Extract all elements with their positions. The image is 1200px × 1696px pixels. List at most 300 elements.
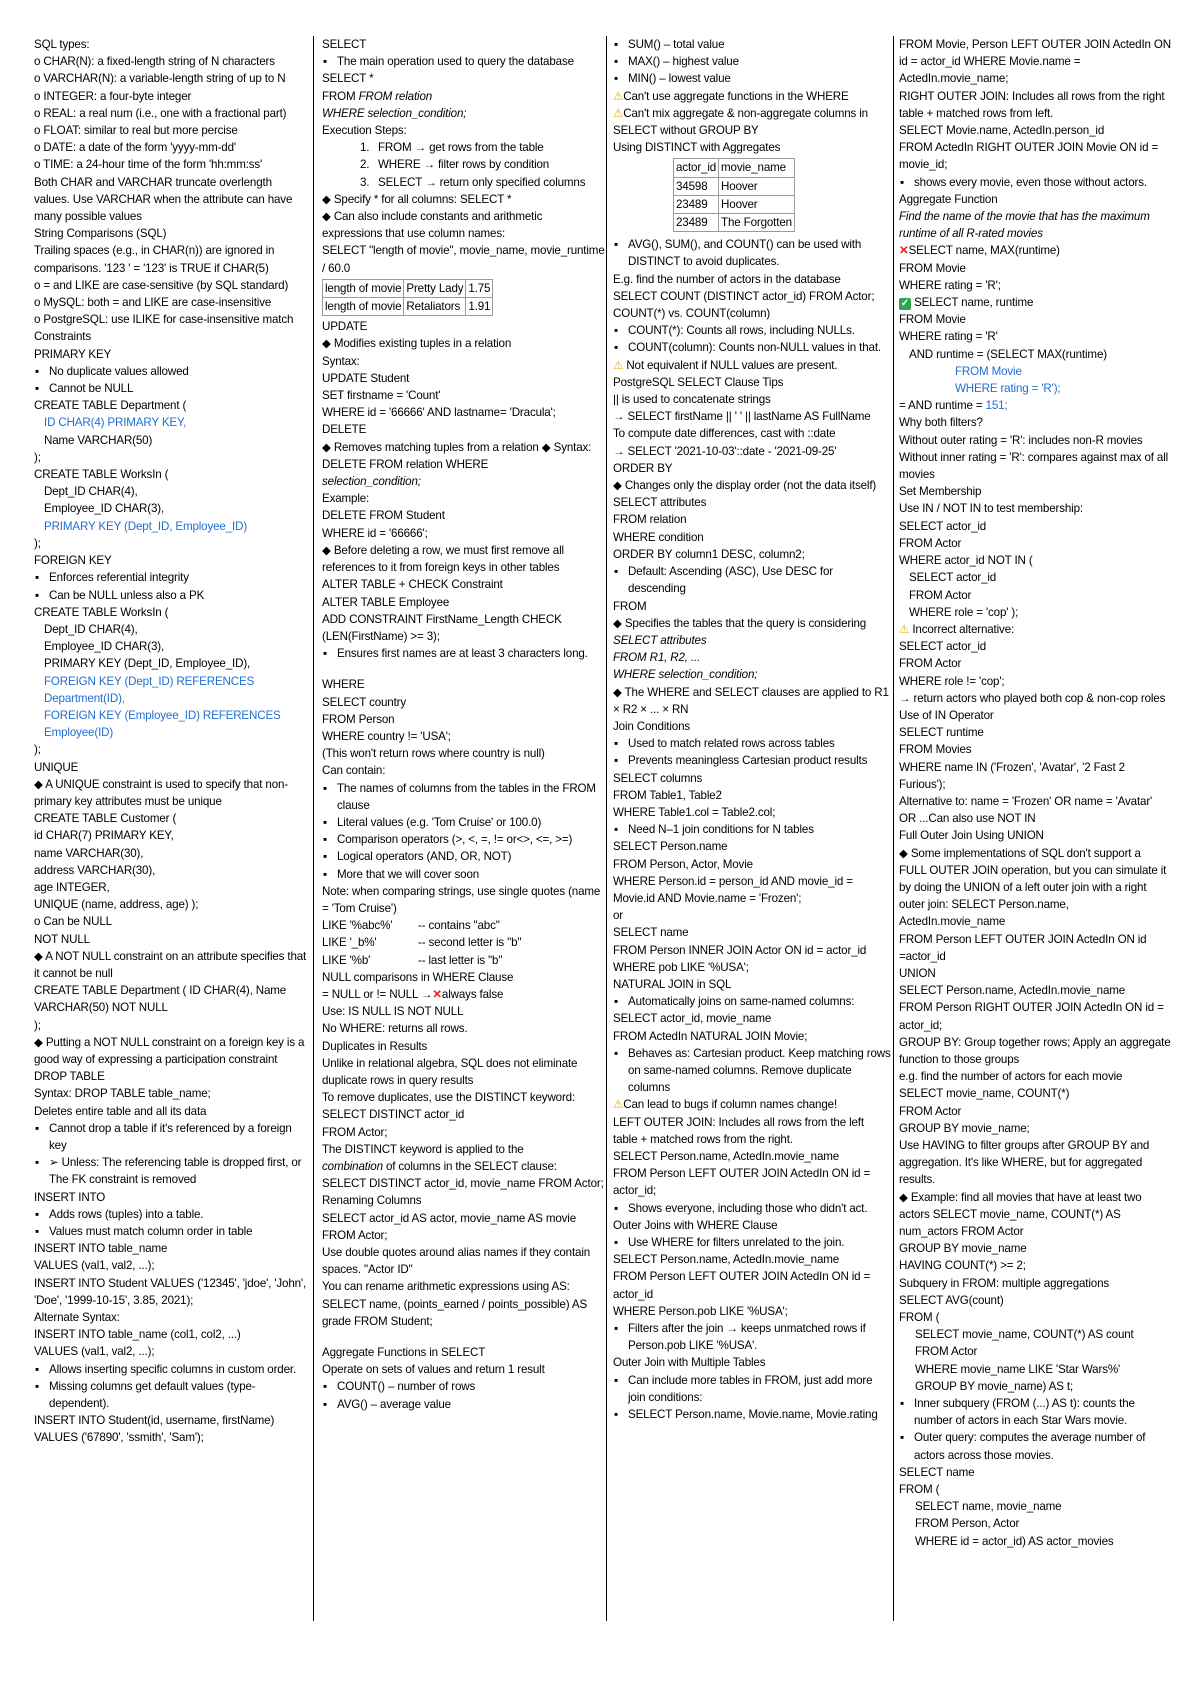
bullet-item: ▪ Inner subquery (FROM (...) AS t): counts the number of actors in each Star Wars movie. [899, 1395, 1171, 1429]
table-row [674, 195, 795, 213]
text-line: o MySQL: both = and LIKE are case-insensitive [34, 296, 272, 310]
table-cell: 23489 [674, 214, 719, 232]
code-line: SELECT runtime [899, 726, 984, 740]
code-line: Dept_ID CHAR(4), [44, 485, 138, 499]
bullet-item: ▪ Default: Ascending (ASC), Use DESC for descending [613, 563, 891, 597]
code-text: SELECT name, runtime [914, 296, 1034, 310]
code-line: FROM Person RIGHT OUTER JOIN ActedIn ON id = actor_id; [899, 1001, 1164, 1032]
warning-line [613, 88, 891, 105]
code-line [899, 242, 1171, 259]
text-line: o FLOAT: similar to real but more percise [34, 124, 238, 138]
bullet-item: ▪ Allows inserting specific columns in custom order. [34, 1361, 308, 1378]
code-line: UPDATE Student [322, 371, 410, 385]
table-cell: 23489 [674, 195, 719, 213]
code-line: WHERE Table1.col = Table2.col; [613, 805, 776, 819]
code-line: SELECT actor_id [909, 571, 997, 585]
warning-text: Not equivalent if NULL values are present. [626, 358, 838, 372]
code-line: SELECT actor_id [899, 519, 987, 533]
table-cell: Hoover [719, 195, 795, 213]
text-line: Why both filters? [899, 416, 983, 430]
table-cell: 1.91 [466, 298, 493, 316]
heading-from: FROM [613, 599, 647, 613]
code-line: SELECT columns [613, 771, 703, 785]
text-line: Both CHAR and VARCHAR truncate overlength values. Use VARCHAR when the attribute can have many possible values [34, 175, 293, 224]
heading-outer-join-multiple: Outer Join with Multiple Tables [613, 1356, 766, 1370]
code-line: SELECT DISTINCT actor_id, movie_name FROM Actor; [322, 1177, 604, 1191]
code-text: SELECT name, MAX(runtime) [908, 244, 1060, 258]
warning-text: Can't mix aggregate & non-aggregate columns in SELECT without GROUP BY [613, 106, 868, 138]
code-line: VALUES (val1, val2, ...); [34, 1259, 155, 1273]
code-line: SELECT attributes [613, 496, 707, 510]
numbered-item [322, 174, 605, 191]
heading-postgresql-tips: PostgreSQL SELECT Clause Tips [613, 375, 784, 389]
text-line: You can rename arithmetic expressions using AS: [322, 1280, 570, 1294]
code-line: FROM Person LEFT OUTER JOIN ActedIn ON id = actor_id; [613, 1167, 871, 1198]
bullet-item: ▪ The names of columns from the tables in the FROM clause [322, 780, 605, 814]
code-line: FROM Movie [899, 261, 966, 275]
bullet-item: ▪ More that we will cover soon [322, 866, 605, 883]
code-line: SELECT actor_id [899, 640, 987, 654]
text-line: o = and LIKE are case-sensitive (by SQL standard) [34, 278, 289, 292]
code-line: CREATE TABLE WorksIn ( [34, 605, 169, 619]
warning-line [613, 1096, 891, 1113]
heading-null-comparisons: NULL comparisons in WHERE Clause [322, 970, 514, 984]
code-line: Dept_ID CHAR(4), [44, 622, 138, 636]
text-line: ◆ A UNIQUE constraint is used to specify that non-primary key attributes must be unique [34, 777, 289, 808]
table-cell: Pretty Lady [404, 279, 466, 297]
text-line: Find the name of the movie that has the maximum runtime of all R-rated movies [899, 210, 1150, 241]
bullet-item: ▪ Values must match column order in table [34, 1223, 308, 1240]
code-line: FOREIGN KEY (Employee_ID) REFERENCES Employee(ID) [44, 708, 281, 740]
text-line: Note: when comparing strings, use single quotes (name = 'Tom Cruise') [322, 884, 601, 915]
code-line: WHERE rating = 'R'; [899, 278, 1001, 292]
heading-aggregate-function: Aggregate Function [899, 192, 998, 206]
text-line: ◆ Specifies the tables that the query is considering [613, 616, 867, 630]
warning-line [899, 621, 1171, 638]
code-line: SELECT movie_name, COUNT(*) [899, 1087, 1070, 1101]
text-line: Can contain: [322, 764, 386, 778]
heading-full-outer-join: Full Outer Join Using UNION [899, 829, 1044, 843]
text-line: Without outer rating = 'R': includes non-R movies [899, 433, 1143, 447]
code-line: PRIMARY KEY (Dept_ID, Employee_ID), [44, 657, 251, 671]
bullet-item: ▪ Filters after the join → keeps unmatched rows if Person.pob LIKE '%USA'. [613, 1320, 891, 1354]
heading-insert-into: INSERT INTO [34, 1190, 106, 1204]
heading-delete: DELETE [322, 423, 367, 437]
code-line: FROM Person INNER JOIN Actor ON id = actor_id WHERE pob LIKE '%USA'; [613, 943, 867, 974]
heading-unique: UNIQUE [34, 760, 79, 774]
code-line: WHERE selection_condition; [613, 668, 758, 682]
table-cell: 34598 [674, 177, 719, 195]
code-line: GROUP BY movie_name) AS t; [915, 1379, 1074, 1393]
code-line [899, 346, 1171, 363]
text-line: The DISTINCT keyword is applied to the [322, 1142, 524, 1156]
code-line: CREATE TABLE Department ( [34, 399, 187, 413]
code-line: WHERE condition [613, 530, 704, 544]
code-line: WHERE Person.pob LIKE '%USA'; [613, 1304, 788, 1318]
table-row [323, 279, 493, 297]
heading-renaming-columns: Renaming Columns [322, 1194, 422, 1208]
spacer [322, 1330, 605, 1344]
table-cell: length of movie [323, 279, 404, 297]
null-compare-result: always false [441, 987, 504, 1001]
code-line: INSERT INTO table_name [34, 1242, 168, 1256]
text-line: Syntax: DROP TABLE table_name; [34, 1087, 211, 1101]
checkmark-icon: ✓ [900, 298, 910, 310]
code-line: WHERE role = 'cop' ); [909, 605, 1019, 619]
column-2 [322, 36, 605, 1413]
bullet-item: ▪ Can be NULL unless also a PK [34, 587, 308, 604]
warning-line [613, 357, 891, 374]
text-line: ◆ The WHERE and SELECT clauses are applied to R1 × R2 × ... × RN [613, 685, 889, 716]
code-line: SELECT DISTINCT actor_id [322, 1108, 465, 1122]
italic-text: combination [322, 1160, 383, 1173]
table-cell: Retaliators [404, 298, 466, 316]
bullet-item: ▪ MAX() – highest value [613, 53, 891, 70]
code-line: FOREIGN KEY (Dept_ID) REFERENCES Department(ID), [44, 674, 255, 705]
code-line: FROM Actor; [322, 1125, 388, 1139]
code-line: FROM ActedIn NATURAL JOIN Movie; [613, 1029, 808, 1043]
text-line: Deletes entire table and all its data [34, 1104, 207, 1118]
heading-where: WHERE [322, 678, 365, 692]
code-line: SELECT * [322, 72, 374, 86]
code-line: SELECT actor_id AS actor, movie_name AS movie [322, 1211, 577, 1225]
code-line: ALTER TABLE Employee [322, 595, 450, 609]
code-line: → SELECT firstName || ' ' || lastName AS FullName [613, 410, 871, 424]
code-line: WHERE actor_id NOT IN ( [899, 554, 1033, 568]
bullet-item: ▪ ➢ Unless: The referencing table is dropped first, or The FK constraint is removed [34, 1154, 308, 1188]
code-line: INSERT INTO Student(id, username, firstName) [34, 1414, 275, 1428]
heading-order-by: ORDER BY [613, 461, 673, 475]
code-line: → SELECT '2021-10-03'::date - '2021-09-25' [613, 444, 837, 458]
code-line: ); [34, 1018, 41, 1032]
bullet-item: ▪ No duplicate values allowed [34, 363, 308, 380]
code-line: FROM Person, Actor [915, 1517, 1020, 1531]
code-line: FROM ActedIn RIGHT OUTER JOIN Movie ON id = movie_id; [899, 141, 1159, 172]
bullet-item: ▪ Prevents meaningless Cartesian product results [613, 752, 891, 769]
text-line: o TIME: a 24-hour time of the form 'hh:mm:ss' [34, 158, 263, 172]
heading-sql-types: SQL types: [34, 38, 90, 51]
text-line: o DATE: a date of the form 'yyyy-mm-dd' [34, 141, 236, 155]
code-line [899, 294, 1171, 311]
numbered-item [322, 139, 605, 156]
like-comment: -- contains "abc" [418, 919, 500, 933]
table-row [674, 177, 795, 195]
code-line: SELECT name [899, 1465, 975, 1479]
code-line: DELETE FROM relation WHERE [322, 457, 489, 471]
code-line: SELECT movie_name, COUNT(*) AS count [915, 1328, 1134, 1342]
bullet-item: ▪ SUM() – total value [613, 36, 891, 53]
code-line: age INTEGER, [34, 880, 110, 894]
code-line: WHERE selection_condition; [322, 106, 467, 120]
text-line: No WHERE: returns all rows. [322, 1022, 468, 1036]
heading-join-conditions: Join Conditions [613, 719, 691, 733]
code-line: CREATE TABLE Department ( ID CHAR(4), Name VARCHAR(50) NOT NULL [34, 984, 287, 1015]
heading-in-operator: Use of IN Operator [899, 708, 994, 722]
heading-string-comparisons: String Comparisons (SQL) [34, 227, 167, 241]
heading-foreign-key: FOREIGN KEY [34, 554, 112, 568]
text-line: ◆ Example: find all movies that have at least two actors SELECT movie_name, COUNT(*) AS num_actors FROM Actor [899, 1190, 1142, 1239]
table-row [674, 214, 795, 232]
bullet-item: ▪ Cannot drop a table if it's referenced by a foreign key [34, 1120, 308, 1154]
bullet-item: ▪ The main operation used to query the database [322, 53, 605, 70]
text-line: Without inner rating = 'R': compares against max of all movies [899, 450, 1169, 482]
code-line: SELECT Movie.name, ActedIn.person_id [899, 124, 1105, 138]
table-header-row [674, 159, 795, 177]
code-line: FROM Movies [899, 743, 972, 757]
cross-icon: ✕ [432, 987, 442, 1001]
text-line: (This won't return rows where country is null) [322, 747, 545, 761]
code-line: FROM Person LEFT OUTER JOIN ActedIn ON id =actor_id [899, 932, 1147, 963]
code-line: WHERE rating = 'R'); [955, 382, 1061, 396]
table-row [323, 298, 493, 316]
code-line: HAVING COUNT(*) >= 2; [899, 1259, 1026, 1273]
bullet-item: ▪ Ensures first names are at least 3 characters long. [322, 645, 605, 662]
code-line: VALUES ('67890', 'ssmith', 'Sam'); [34, 1431, 204, 1445]
heading-outer-joins-where: Outer Joins with WHERE Clause [613, 1218, 778, 1232]
text-line: Alternative to: name = 'Frozen' OR name = 'Avatar' OR ...Can also use NOT IN [899, 794, 1153, 826]
code-line: selection_condition; [322, 475, 421, 489]
bullet-item: ▪ Shows everyone, including those who didn't act. [613, 1200, 891, 1217]
text-line: e.g. find the number of actors for each movie [899, 1070, 1123, 1084]
text-line: ◆ Before deleting a row, we must first remove all references to it from foreign keys in other tables [322, 543, 564, 575]
heading-aggregate-functions: Aggregate Functions in SELECT [322, 1346, 486, 1360]
code-line: FROM relation [613, 513, 687, 527]
code-line: FROM Person [322, 712, 395, 726]
code-line [322, 952, 605, 969]
like-pattern: LIKE '_b%' [322, 936, 377, 950]
bullet-item: ▪ shows every movie, even those without actors. [899, 174, 1171, 191]
text-line: Use: IS NULL IS NOT NULL [322, 1005, 464, 1019]
code-line: Employee_ID CHAR(3), [44, 502, 165, 516]
null-compare-text: = NULL or != NULL → [322, 987, 433, 1001]
heading-not-null: NOT NULL [34, 932, 90, 946]
heading-drop-table: DROP TABLE [34, 1070, 105, 1084]
text-line: o CHAR(N): a fixed-length string of N characters [34, 55, 275, 69]
text-line: or [613, 909, 624, 923]
code-line: FROM Actor [899, 1104, 962, 1118]
bullet-item: ▪ Adds rows (tuples) into a table. [34, 1206, 308, 1223]
code-line: FROM Movie, Person LEFT OUTER JOIN ActedIn ON id = actor_id WHERE Movie.name = ActedIn.movie_name; [899, 38, 1171, 86]
like-pattern: LIKE '%b' [322, 953, 371, 967]
code-line: Employee_ID CHAR(3), [44, 640, 165, 654]
warning-icon: ⚠ [613, 1098, 624, 1112]
text-span: of columns in the SELECT clause: [385, 1160, 557, 1173]
code-line: WHERE id = actor_id) AS actor_movies [915, 1534, 1114, 1548]
text-line: ◆ A NOT NULL constraint on an attribute specifies that it cannot be null [34, 949, 307, 980]
code-text: AND runtime = (SELECT MAX(runtime) [909, 347, 1107, 361]
table-cell: Hoover [719, 177, 795, 195]
text-line: ◆ Can also include constants and arithmetic expressions that use column names: [322, 210, 543, 241]
heading-select: SELECT [322, 38, 367, 51]
code-line: SELECT COUNT (DISTINCT actor_id) FROM Actor; [613, 289, 875, 303]
table-cell: The Forgotten [719, 214, 795, 232]
text-line: Syntax: [322, 354, 360, 368]
bullet-item: ▪ Literal values (e.g. 'Tom Cruise' or 100.0) [322, 814, 605, 831]
text-line: ◆ Removes matching tuples from a relation ◆ Syntax: [322, 440, 592, 454]
code-line: SELECT attributes [613, 633, 707, 647]
table-header-cell: actor_id [674, 159, 719, 177]
item-text: WHERE → filter rows by condition [378, 158, 550, 172]
code-line: SELECT Person.name [613, 840, 728, 854]
text-line: E.g. find the number of actors in the database [613, 272, 841, 286]
text-line [322, 1158, 605, 1175]
heading-subquery-from: Subquery in FROM: multiple aggregations [899, 1276, 1110, 1290]
warning-line [613, 105, 891, 139]
code-line: CREATE TABLE WorksIn ( [34, 468, 169, 482]
result-table-actor-movies [673, 158, 795, 232]
warning-text: Can't use aggregate functions in the WHERE [623, 89, 849, 103]
text-line: Example: [322, 492, 370, 506]
text-line: o PostgreSQL: use ILIKE for case-insensitive match [34, 313, 294, 327]
code-line: FROM Table1, Table2 [613, 788, 722, 802]
text-line: ◆ Specify * for all columns: SELECT * [322, 192, 512, 206]
code-text: = AND runtime = [899, 399, 983, 413]
code-line: FROM Movie [955, 364, 1022, 378]
code-line: SELECT name [613, 926, 689, 940]
warning-icon: ⚠ [613, 106, 624, 120]
code-line: FROM Actor [915, 1345, 978, 1359]
code-line [322, 934, 605, 951]
heading-count-star: COUNT(*) vs. COUNT(column) [613, 307, 771, 321]
code-line: WHERE rating = 'R' [899, 330, 998, 344]
code-line: ID CHAR(4) PRIMARY KEY, [44, 416, 187, 430]
code-line: FROM Actor; [322, 1228, 388, 1242]
text-line: o INTEGER: a four-byte integer [34, 89, 192, 103]
result-table-movie-length [322, 279, 493, 316]
bullet-item: ▪ COUNT(column): Counts non-NULL values in that. [613, 339, 891, 356]
code-line: address VARCHAR(30), [34, 863, 156, 877]
bullet-item: ▪ Used to match related rows across tables [613, 735, 891, 752]
text-line: ◆ Putting a NOT NULL constraint on a foreign key is a good way of expressing a participation constraint [34, 1035, 305, 1066]
heading-update: UPDATE [322, 320, 368, 334]
item-text: FROM → get rows from the table [378, 141, 544, 155]
code-line: PRIMARY KEY (Dept_ID, Employee_ID) [44, 519, 248, 533]
code-line: SELECT name, (points_earned / points_possible) AS grade FROM Student; [322, 1297, 588, 1328]
warning-icon: ⚠ [613, 358, 624, 372]
table-cell: length of movie [323, 298, 404, 316]
code-line: CREATE TABLE Customer ( [34, 812, 177, 826]
code-line: GROUP BY movie_name; [899, 1121, 1030, 1135]
cross-icon: ✕ [899, 244, 909, 258]
code-line: VALUES (val1, val2, ...); [34, 1345, 155, 1359]
bullet-item: ▪ COUNT(*): Counts all rows, including NULLs. [613, 322, 891, 339]
code-line: WHERE country != 'USA'; [322, 729, 451, 743]
code-line: ); [34, 536, 41, 550]
text-line: o Can be NULL [34, 915, 112, 929]
column-divider [313, 36, 314, 1621]
text-line: GROUP BY: Group together rows; Apply an aggregate function to those groups [899, 1035, 1171, 1066]
table-header-cell: movie_name [719, 159, 795, 177]
bullet-item: ▪ AVG() – average value [322, 1396, 605, 1413]
code-line: WHERE Person.id = person_id AND movie_id = Movie.id AND Movie.name = 'Frozen'; [613, 874, 853, 905]
code-line: id CHAR(7) PRIMARY KEY, [34, 829, 174, 843]
code-line: INSERT INTO Student VALUES ('12345', 'jdoe', 'John', 'Doe', '1999-10-15', 3.85, 2021); [34, 1276, 307, 1307]
heading-execution-steps: Execution Steps: [322, 124, 407, 138]
text-line: Operate on sets of values and return 1 result [322, 1363, 545, 1377]
heading-alter-table: ALTER TABLE + CHECK Constraint [322, 578, 503, 592]
heading-constraints: Constraints [34, 330, 91, 344]
code-line: SELECT Person.name, ActedIn.movie_name [613, 1253, 840, 1267]
text-line: → return actors who played both cop & non-cop roles [899, 691, 1166, 705]
heading-distinct-aggregates: Using DISTINCT with Aggregates [613, 141, 781, 155]
heading-primary-key: PRIMARY KEY [34, 347, 112, 361]
text-line: RIGHT OUTER JOIN: Includes all rows from the right table + matched rows from left. [899, 89, 1165, 120]
code-line: SELECT Person.name, ActedIn.movie_name [899, 984, 1126, 998]
code-line: WHERE id = '66666'; [322, 526, 428, 540]
column-1 [34, 36, 308, 1447]
code-line: Name VARCHAR(50) [44, 433, 153, 447]
code-value: 151; [985, 399, 1008, 413]
like-pattern: LIKE '%abc%' [322, 919, 393, 933]
text-line: o VARCHAR(N): a variable-length string of up to N [34, 72, 286, 86]
like-comment: -- last letter is "b" [418, 953, 503, 967]
spacer [322, 662, 605, 676]
text-line: Alternate Syntax: [34, 1311, 120, 1325]
code-line: GROUP BY movie_name [899, 1242, 1027, 1256]
column-4 [899, 36, 1171, 1550]
code-line: DELETE FROM Student [322, 509, 445, 523]
code-line: FROM Actor [899, 657, 962, 671]
code-line: WHERE role != 'cop'; [899, 674, 1005, 688]
code-line: name VARCHAR(30), [34, 846, 144, 860]
code-line: INSERT INTO table_name (col1, col2, ...) [34, 1328, 241, 1342]
text-line: ◆ Modifies existing tuples in a relation [322, 337, 512, 351]
code-line: SELECT actor_id, movie_name [613, 1012, 772, 1026]
heading-duplicates: Duplicates in Results [322, 1039, 428, 1053]
bullet-item: ▪ COUNT() – number of rows [322, 1378, 605, 1395]
code-line: SELECT "length of movie", movie_name, movie_runtime / 60.0 [322, 244, 605, 275]
code-line: UNION [899, 966, 936, 980]
text-line: LEFT OUTER JOIN: Includes all rows from the left table + matched rows from the right. [613, 1115, 864, 1146]
text-line: Use double quotes around alias names if they contain spaces. "Actor ID" [322, 1246, 591, 1277]
text-line: To compute date differences, cast with ::date [613, 427, 836, 441]
heading-natural-join: NATURAL JOIN in SQL [613, 977, 732, 991]
text-line: || is used to concatenate strings [613, 393, 771, 407]
code-line: FROM ( [899, 1311, 940, 1325]
column-divider [893, 36, 894, 1621]
column-divider [606, 36, 607, 1621]
code-line: FROM FROM relation [322, 89, 433, 103]
table-cell: 1.75 [466, 279, 493, 297]
item-number: 2. [360, 158, 370, 172]
code-line: FROM Movie [899, 313, 966, 327]
item-number: 3. [360, 175, 370, 189]
column-3 [613, 36, 891, 1423]
code-line: FROM Person, Actor, Movie [613, 857, 753, 871]
code-line: SELECT country [322, 695, 407, 709]
code-line: WHERE name IN ('Frozen', 'Avatar', '2 Fast 2 Furious'); [899, 760, 1125, 791]
code-line: FROM Person LEFT OUTER JOIN ActedIn ON id = actor_id [613, 1270, 871, 1301]
code-line: WHERE movie_name LIKE 'Star Wars%' [915, 1362, 1121, 1376]
bullet-item: ▪ Cannot be NULL [34, 380, 308, 397]
code-line: SET firstname = 'Count' [322, 389, 441, 403]
bullet-item: ▪ MIN() – lowest value [613, 70, 891, 87]
code-line: ADD CONSTRAINT FirstName_Length CHECK (LEN(FirstName) >= 3); [322, 612, 562, 643]
text-line: Trailing spaces (e.g., in CHAR(n)) are ignored in comparisons. '123 ' = '123' is TRUE if CHAR(5) [34, 244, 275, 275]
text-line: To remove duplicates, use the DISTINCT keyword: [322, 1091, 576, 1105]
code-line: FROM Actor [899, 536, 962, 550]
code-line: ORDER BY column1 DESC, column2; [613, 547, 805, 561]
bullet-item: ▪ Enforces referential integrity [34, 569, 308, 586]
code-line: SELECT AVG(count) [899, 1293, 1004, 1307]
warning-text: Incorrect alternative: [912, 622, 1015, 636]
bullet-item: ▪ Need N–1 join conditions for N tables [613, 821, 891, 838]
bullet-item: ▪ Outer query: computes the average number of actors across those movies. [899, 1429, 1171, 1463]
heading-set-membership: Set Membership [899, 485, 982, 499]
code-line: ); [34, 450, 41, 464]
item-text: SELECT → return only specified columns [378, 175, 586, 189]
warning-icon: ⚠ [899, 622, 910, 636]
